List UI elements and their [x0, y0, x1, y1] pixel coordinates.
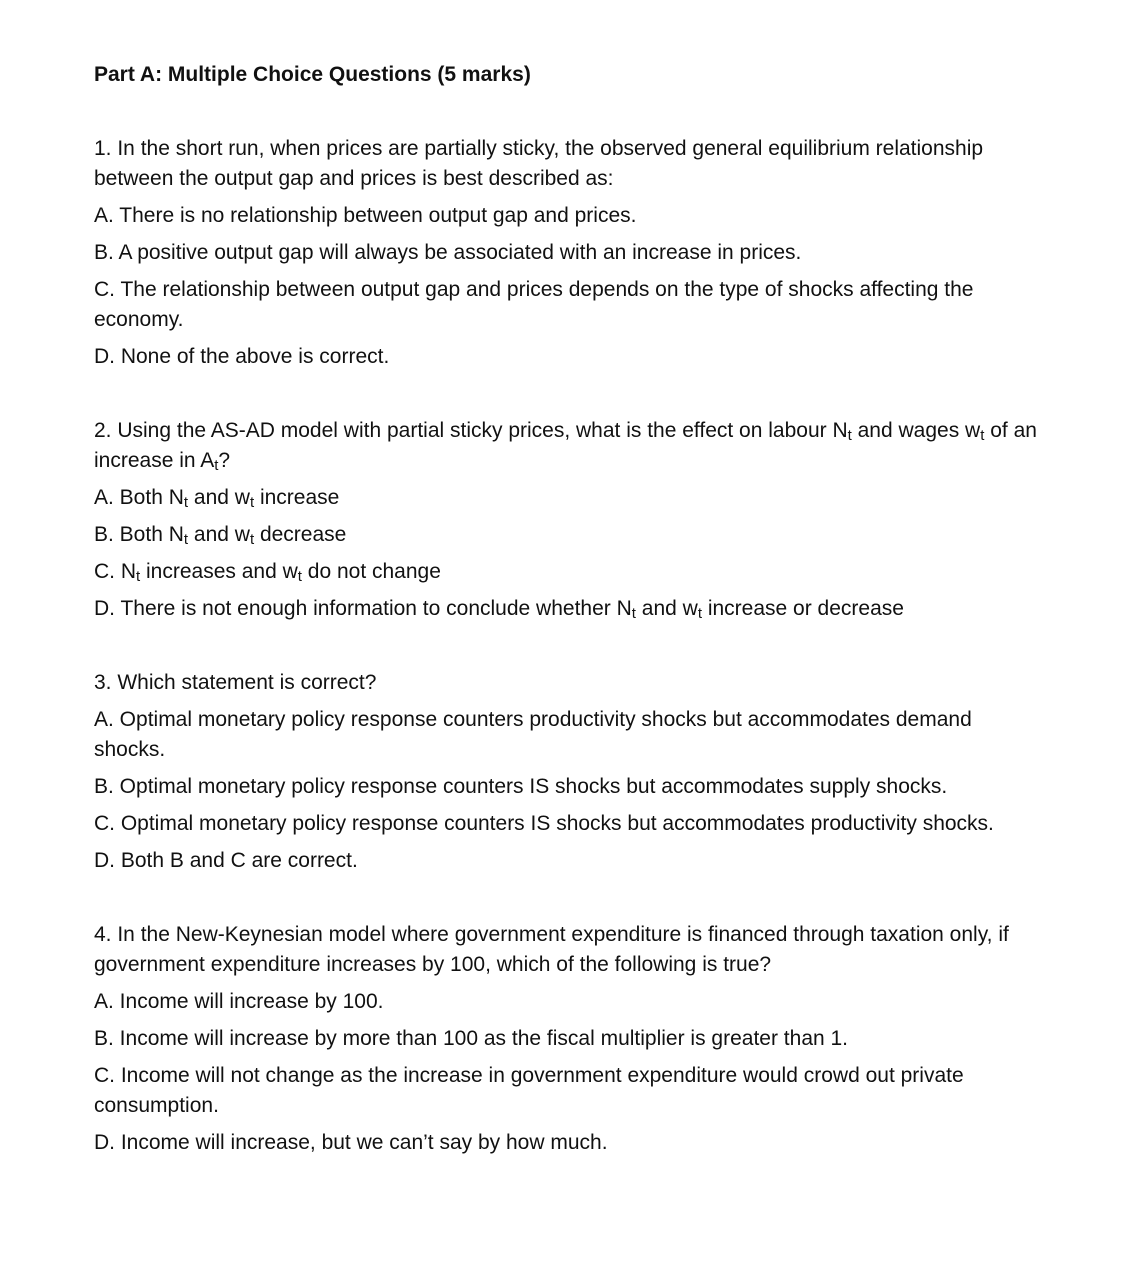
subscript-t: t: [847, 427, 852, 444]
option-text-part: increases and w: [140, 560, 298, 583]
option-text-part: A. Both N: [94, 486, 184, 509]
question-4-option-d: D. Income will increase, but we can’t say by how much.: [94, 1131, 608, 1154]
question-2: [94, 416, 1044, 624]
option-text-part: and w: [635, 597, 698, 620]
question-4: [94, 920, 1044, 1158]
section-heading: Part A: Multiple Choice Questions (5 marks): [94, 63, 531, 86]
question-2-text-part: ?: [218, 449, 231, 472]
question-4-text: 4. In the New-Keynesian model where government expenditure is financed through taxation only, if government expenditure increases by 100, which of the following is true?: [94, 923, 1009, 976]
question-2-text-part: 2. Using the AS-AD model with partial sticky prices, what is the effect on labour N: [94, 419, 848, 442]
question-1-text: 1. In the short run, when prices are partially sticky, the observed general equilibrium relationship between the output gap and prices is best described as:: [94, 137, 984, 190]
subscript-t: t: [249, 531, 255, 548]
option-text-part: B. Both N: [94, 523, 184, 546]
question-2-option-d: [94, 594, 1044, 624]
question-3-option-a: A. Optimal monetary policy response counters productivity shocks but accommodates demand shocks.: [94, 708, 972, 761]
option-text-part: and w: [188, 523, 250, 546]
option-text-part: and w: [188, 486, 250, 509]
question-4-option-c: C. Income will not change as the increase in government expenditure would crowd out private consumption.: [94, 1064, 964, 1117]
question-3: [94, 668, 1044, 876]
question-1-option-a: A. There is no relationship between output gap and prices.: [94, 204, 637, 227]
subscript-t: t: [697, 605, 702, 622]
subscript-t: t: [249, 494, 255, 511]
question-3-text: 3. Which statement is correct?: [94, 671, 377, 694]
question-2-text-part: of an increase in A: [94, 419, 1037, 472]
question-4-option-a: A. Income will increase by 100.: [94, 990, 384, 1013]
question-4-option-b: B. Income will increase by more than 100 as the fiscal multiplier is greater than 1.: [94, 1027, 849, 1050]
question-3-option-b: B. Optimal monetary policy response counters IS shocks but accommodates supply shocks.: [94, 775, 948, 798]
question-2-option-c: [94, 557, 1044, 587]
subscript-t: t: [136, 568, 141, 585]
subscript-t: t: [980, 427, 985, 444]
option-text-part: D. There is not enough information to conclude whether N: [94, 597, 632, 620]
subscript-t: t: [631, 605, 636, 622]
question-1-option-c: C. The relationship between output gap and prices depends on the type of shocks affecting the economy.: [94, 278, 974, 331]
question-1-option-d: D. None of the above is correct.: [94, 345, 390, 368]
question-1-option-b: B. A positive output gap will always be associated with an increase in prices.: [94, 241, 802, 264]
question-2-option-a: [94, 483, 1044, 513]
subscript-t: t: [183, 531, 189, 548]
subscript-t: t: [297, 568, 302, 585]
option-text-part: decrease: [254, 523, 347, 546]
option-text-part: do not change: [301, 560, 441, 583]
question-3-option-d: D. Both B and C are correct.: [94, 849, 358, 872]
option-text-part: increase or decrease: [701, 597, 904, 620]
document-page: [94, 60, 1044, 1165]
question-2-option-b: [94, 520, 1044, 550]
question-3-option-c: C. Optimal monetary policy response counters IS shocks but accommodates productivity shocks.: [94, 812, 994, 835]
question-2-text: [94, 416, 1044, 476]
option-text-part: C. N: [94, 560, 136, 583]
subscript-t: t: [214, 457, 219, 474]
subscript-t: t: [183, 494, 189, 511]
option-text-part: increase: [254, 486, 340, 509]
question-2-text-part: and wages w: [851, 419, 981, 442]
question-1: [94, 134, 1044, 372]
